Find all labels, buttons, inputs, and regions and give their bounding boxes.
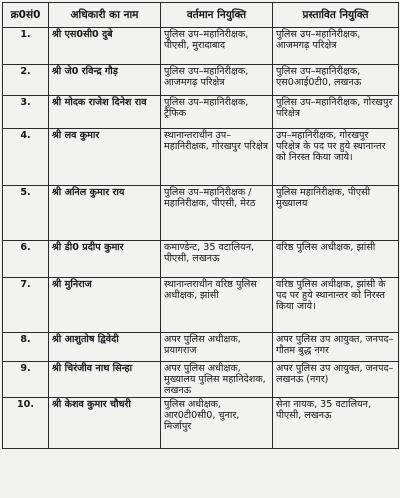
row-current-posting: पुलिस उप–महानिरीक्षक, आजमगढ़ परिक्षेत्र [161,65,273,96]
row-serial: 5. [3,186,49,241]
row-current-posting: पुलिस उप–महानिरीक्षक, ट्रैफिक [161,96,273,129]
row-current-posting: पुलिस उप–महानिरीक्षक / महानिरीक्षक, पीएसी, मेरठ [161,186,273,241]
row-serial: 8. [3,333,49,362]
row-serial: 10. [3,398,49,449]
row-officer-name: श्री मुनिराज [49,278,161,333]
row-serial: 9. [3,362,49,398]
row-proposed-posting: पुलिस उप–महानिरीक्षक, गोरखपुर परिक्षेत्र [273,96,399,129]
table-row [3,278,399,333]
row-proposed-posting: वरिष्ठ पुलिस अधीक्षक, झांसी के पद पर हुये स्थानान्तर को निरस्त किया जाये। [273,278,399,333]
row-proposed-posting: वरिष्ठ पुलिस अधीक्षक, झांसी [273,241,399,278]
row-serial: 7. [3,278,49,333]
table-row [3,241,399,278]
row-current-posting: अपर पुलिस अधीक्षक, मुख्यालय पुलिस महानिदेशक, लखनऊ [161,362,273,398]
table-row [3,65,399,96]
row-current-posting: पुलिस अधीक्षक, आर0टी0सी0, चुनार, मिर्जापुर [161,398,273,449]
table-row [3,333,399,362]
row-officer-name: श्री डी0 प्रदीप कुमार [49,241,161,278]
row-officer-name: श्री जे0 रविन्द्र गौड़ [49,65,161,96]
row-officer-name: श्री अनिल कुमार राय [49,186,161,241]
row-serial: 1. [3,28,49,65]
row-serial: 2. [3,65,49,96]
row-proposed-posting: पुलिस उप–महानिरीक्षक, एस0आई0टी0, लखनऊ [273,65,399,96]
row-current-posting: कमाण्डेन्ट, 35 वटालियन, पीएसी, लखनऊ [161,241,273,278]
row-officer-name: श्री आशुतोष द्विवेदी [49,333,161,362]
row-serial: 6. [3,241,49,278]
table-row [3,186,399,241]
row-serial: 3. [3,96,49,129]
table-row [3,398,399,449]
transfer-order-document [2,2,398,496]
row-officer-name: श्री केशव कुमार चौधरी [49,398,161,449]
row-serial: 4. [3,129,49,186]
header-serial: क्र0सं0 [3,3,49,28]
row-proposed-posting: अपर पुलिस उप आयुक्त, जनपद– लखनऊ (नगर) [273,362,399,398]
table-header-row [3,3,399,28]
row-officer-name: श्री लव कुमार [49,129,161,186]
header-officer-name: अधिकारी का नाम [49,3,161,28]
table-row [3,28,399,65]
row-officer-name: श्री एस0सी0 दुबे [49,28,161,65]
table-row [3,129,399,186]
row-proposed-posting: पुलिस महानिरीक्षक, पीएसी मुख्यालय [273,186,399,241]
table-row [3,96,399,129]
row-proposed-posting: उप–महानिरीक्षक, गोरखपुर परिक्षेत्र के पद पर हुये स्थानान्तर को निरस्त किया जाये। [273,129,399,186]
row-proposed-posting: सेना नायक, 35 वटालियन, पीएसी, लखनऊ [273,398,399,449]
row-officer-name: श्री चिरंजीव नाथ सिन्हा [49,362,161,398]
row-proposed-posting: पुलिस उप–महानिरीक्षक, आजमगढ़ परिक्षेत्र [273,28,399,65]
row-current-posting: स्थानान्तराधीन वरिष्ठ पुलिस अधीक्षक, झांसी [161,278,273,333]
row-proposed-posting: अपर पुलिस उप आयुक्त, जनपद– गौतम बुद्ध नगर [273,333,399,362]
header-proposed-posting: प्रस्तावित नियुक्ति [273,3,399,28]
table-row [3,362,399,398]
row-officer-name: श्री मोदक राजेश दिनेश राव [49,96,161,129]
header-current-posting: वर्तमान नियुक्ति [161,3,273,28]
row-current-posting: अपर पुलिस अधीक्षक, प्रयागराज [161,333,273,362]
transfer-table [2,2,399,449]
row-current-posting: स्थानान्तराधीन उप–महानिरीक्षक, गोरखपुर परिक्षेत्र [161,129,273,186]
row-current-posting: पुलिस उप–महानिरीक्षक, पीएसी, मुरादाबाद [161,28,273,65]
